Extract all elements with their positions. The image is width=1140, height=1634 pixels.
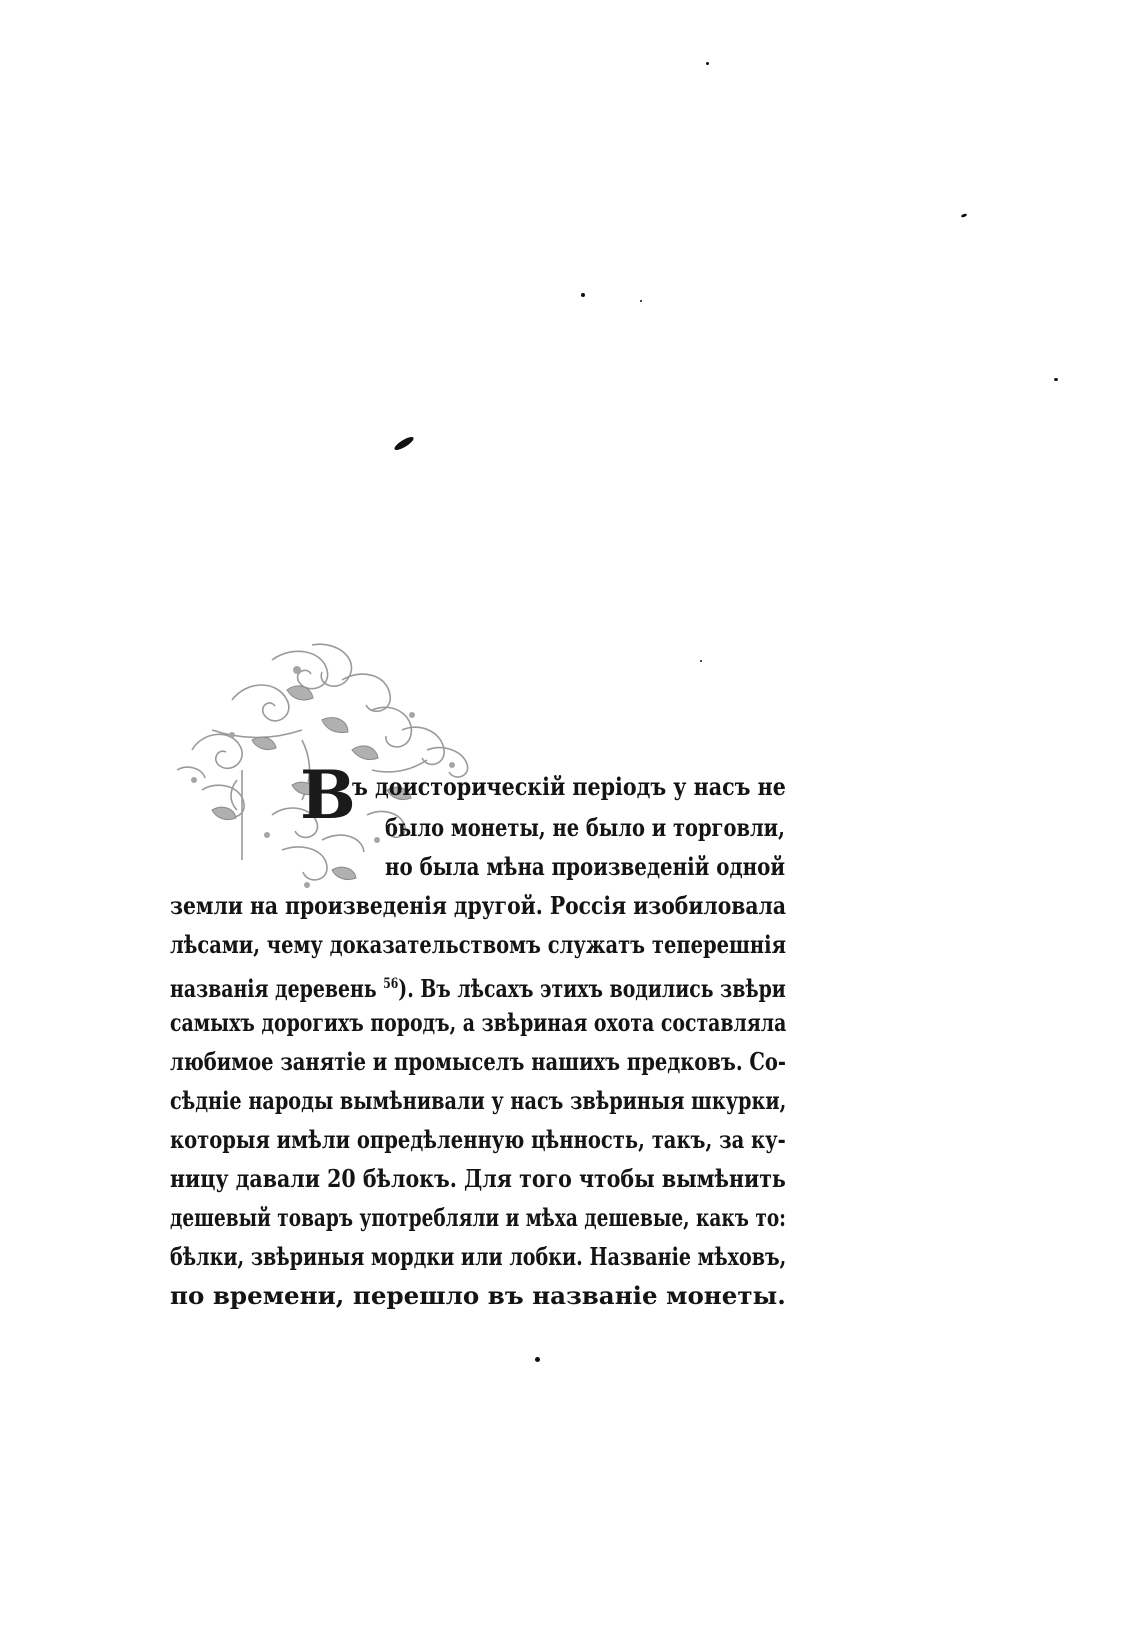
text-line-content: ницу давали 20 бѣлокъ. Для того чтобы вымѣнить: [170, 1164, 786, 1193]
scan-speck: [640, 300, 642, 302]
text-line-content: ). Въ лѣсахъ этихъ водились звѣри: [398, 974, 786, 1004]
scan-speck: [700, 660, 702, 662]
text-line-content: названія деревень: [170, 974, 377, 1004]
text-line-content: любимое занятіе и промыселъ нашихъ предковъ. Со-: [170, 1047, 787, 1076]
text-line: [170, 1164, 786, 1194]
text-line-content: ъ доисторическій періодъ у насъ не: [352, 772, 786, 801]
text-line-content: но была мѣна произведеній одной: [385, 852, 786, 881]
text-line: [170, 1242, 786, 1272]
text-line: [170, 930, 786, 960]
text-line-content: дешевый товаръ употребляли и мѣха дешевые, какъ то:: [170, 1203, 786, 1232]
text-line: [170, 1125, 786, 1155]
scan-speck: [1054, 378, 1058, 381]
text-line-content: сѣдніе народы вымѣнивали у насъ звѣриныя шкурки,: [170, 1086, 787, 1115]
scan-speck: [961, 213, 968, 218]
text-line: [170, 1203, 786, 1233]
text-line: [352, 772, 786, 802]
scan-speck: [581, 293, 585, 297]
scan-speck: [393, 435, 416, 452]
text-line-content: самыхъ дорогихъ породъ, а звѣриная охота составляла: [170, 1008, 787, 1037]
drop-cap: В: [300, 756, 356, 834]
text-line: [170, 891, 786, 921]
text-line: [385, 813, 785, 843]
text-line: [385, 852, 785, 882]
text-line: [170, 1086, 786, 1116]
text-line: [170, 1008, 786, 1038]
text-line-content: было монеты, не было и торговли,: [385, 813, 785, 842]
text-line: [170, 1047, 786, 1077]
text-line-content: которыя имѣли опредѣленную цѣнность, такъ, за ку-: [170, 1125, 786, 1154]
text-line: [170, 1281, 786, 1311]
scan-speck: [706, 62, 709, 65]
footnote-ref: 56: [383, 976, 399, 992]
text-line-content: бѣлки, звѣриныя мордки или лобки. Названіе мѣховъ,: [170, 1242, 787, 1271]
text-line: [170, 969, 786, 1004]
text-line-content: земли на произведенія другой. Россія изобиловала: [170, 891, 787, 920]
text-line-content: лѣсами, чему доказательствомъ служатъ теперешнія: [170, 930, 786, 959]
scan-speck: [535, 1357, 540, 1362]
text-line-content: по времени, перешло въ названіе монеты.: [170, 1281, 786, 1310]
